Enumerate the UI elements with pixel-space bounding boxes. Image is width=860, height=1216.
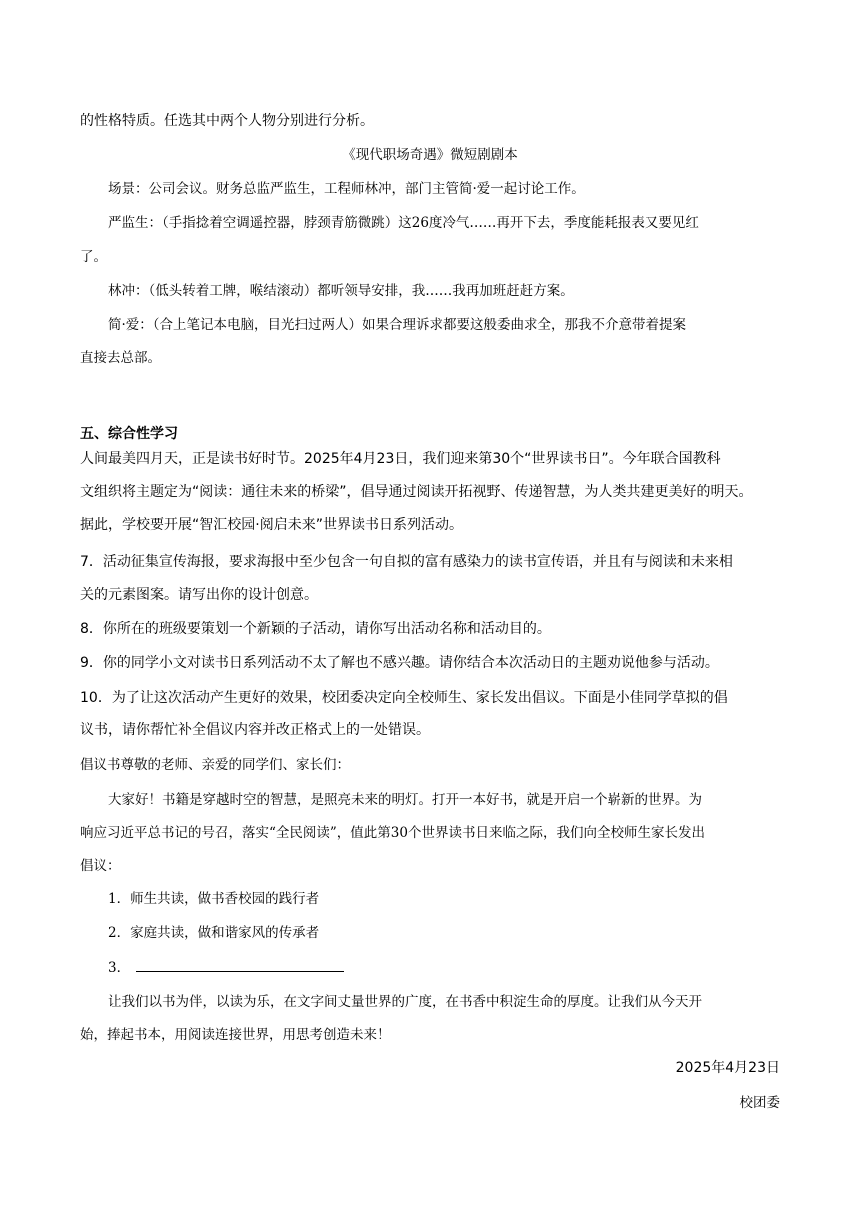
intro-line-1: 人间最美四月天，正是读书好时节。2025年4月23日，我们迎来第30个“世界读书日”。今年联合国教科 (80, 451, 721, 467)
script-title: 《现代职场奇遇》微短剧剧本 (342, 147, 518, 163)
proposal-date: 2025年4月23日 (675, 1060, 780, 1076)
script-yan-line-1: 严监生：（手指捻着空调遥控器，脖颈青筋微跳）这26度冷气……再开下去，季度能耗报表又要见红 (108, 215, 699, 231)
question-8: 8．你所在的班级要策划一个新颖的子活动，请你写出活动名称和活动目的。 (80, 621, 551, 637)
question-7-line-1: 7．活动征集宣传海报，要求海报中至少包含一句自拟的富有感染力的读书宣传语，并且有与阅读和未来相 (80, 554, 733, 570)
proposal-closing-line-1: 让我们以书为伴，以读为乐，在文字间丈量世界的广度，在书香中积淀生命的厚度。让我们从今天开 (108, 994, 702, 1010)
script-yan-line-2: 了。 (80, 249, 107, 265)
question-7-line-2: 关的元素图案。请写出你的设计创意。 (80, 587, 318, 603)
script-jane-line-1: 简·爱：（合上笔记本电脑，目光扫过两人）如果合理诉求都要这般委曲求全，那我不介意带着提案 (108, 317, 687, 333)
proposal-item-1: 1．师生共读，做书香校园的践行者 (108, 891, 320, 907)
proposal-paragraph-line-1: 大家好！书籍是穿越时空的智慧，是照亮未来的明灯。打开一本好书，就是开启一个崭新的世界。为 (108, 792, 702, 808)
question-10-line-2: 议书，请你帮忙补全倡议内容并改正格式上的一处错误。 (80, 722, 430, 738)
intro-line-2: 文组织将主题定为“阅读：通往未来的桥梁”，倡导通过阅读开拓视野、传递智慧，为人类共建更美好的明天。 (80, 484, 753, 500)
proposal-closing-line-2: 始，捧起书本，用阅读连接世界，用思考创造未来！ (80, 1027, 391, 1043)
script-jane-line-2: 直接去总部。 (80, 350, 161, 366)
proposal-header: 倡议书尊敬的老师、亲爱的同学们、家长们： (80, 757, 350, 773)
proposal-signature: 校团委 (739, 1095, 780, 1111)
script-lin-line: 林冲：（低头转着工牌，喉结滚动）都听领导安排，我……我再加班赶赶方案。 (108, 283, 574, 299)
question-10-line-1: 10．为了让这次活动产生更好的效果，校团委决定向全校师生、家长发出倡议。下面是小佳同学草拟的倡 (80, 690, 728, 706)
section-heading: 五、综合性学习 (80, 426, 178, 442)
top-line: 的性格特质。任选其中两个人物分别进行分析。 (80, 113, 374, 129)
script-scene: 场景：公司会议。财务总监严监生，工程师林冲，部门主管简·爱一起讨论工作。 (108, 181, 585, 197)
intro-line-3: 据此，学校要开展“智汇校园·阅启未来”世界读书日系列活动。 (80, 517, 463, 533)
proposal-paragraph-line-2: 响应习近平总书记的号召，落实“全民阅读”，值此第30个世界读书日来临之际，我们向全校师生家长发出 (80, 825, 705, 841)
question-9: 9．你的同学小文对读书日系列活动不太了解也不感兴趣。请你结合本次活动日的主题劝说他参与活动。 (80, 655, 719, 671)
proposal-item-3-number: 3． (108, 960, 131, 976)
proposal-item-2: 2．家庭共读，做和谐家风的传承者 (108, 925, 320, 941)
answer-blank (136, 957, 344, 972)
proposal-item-3 (108, 957, 780, 978)
proposal-paragraph-line-3: 倡议： (80, 858, 121, 874)
